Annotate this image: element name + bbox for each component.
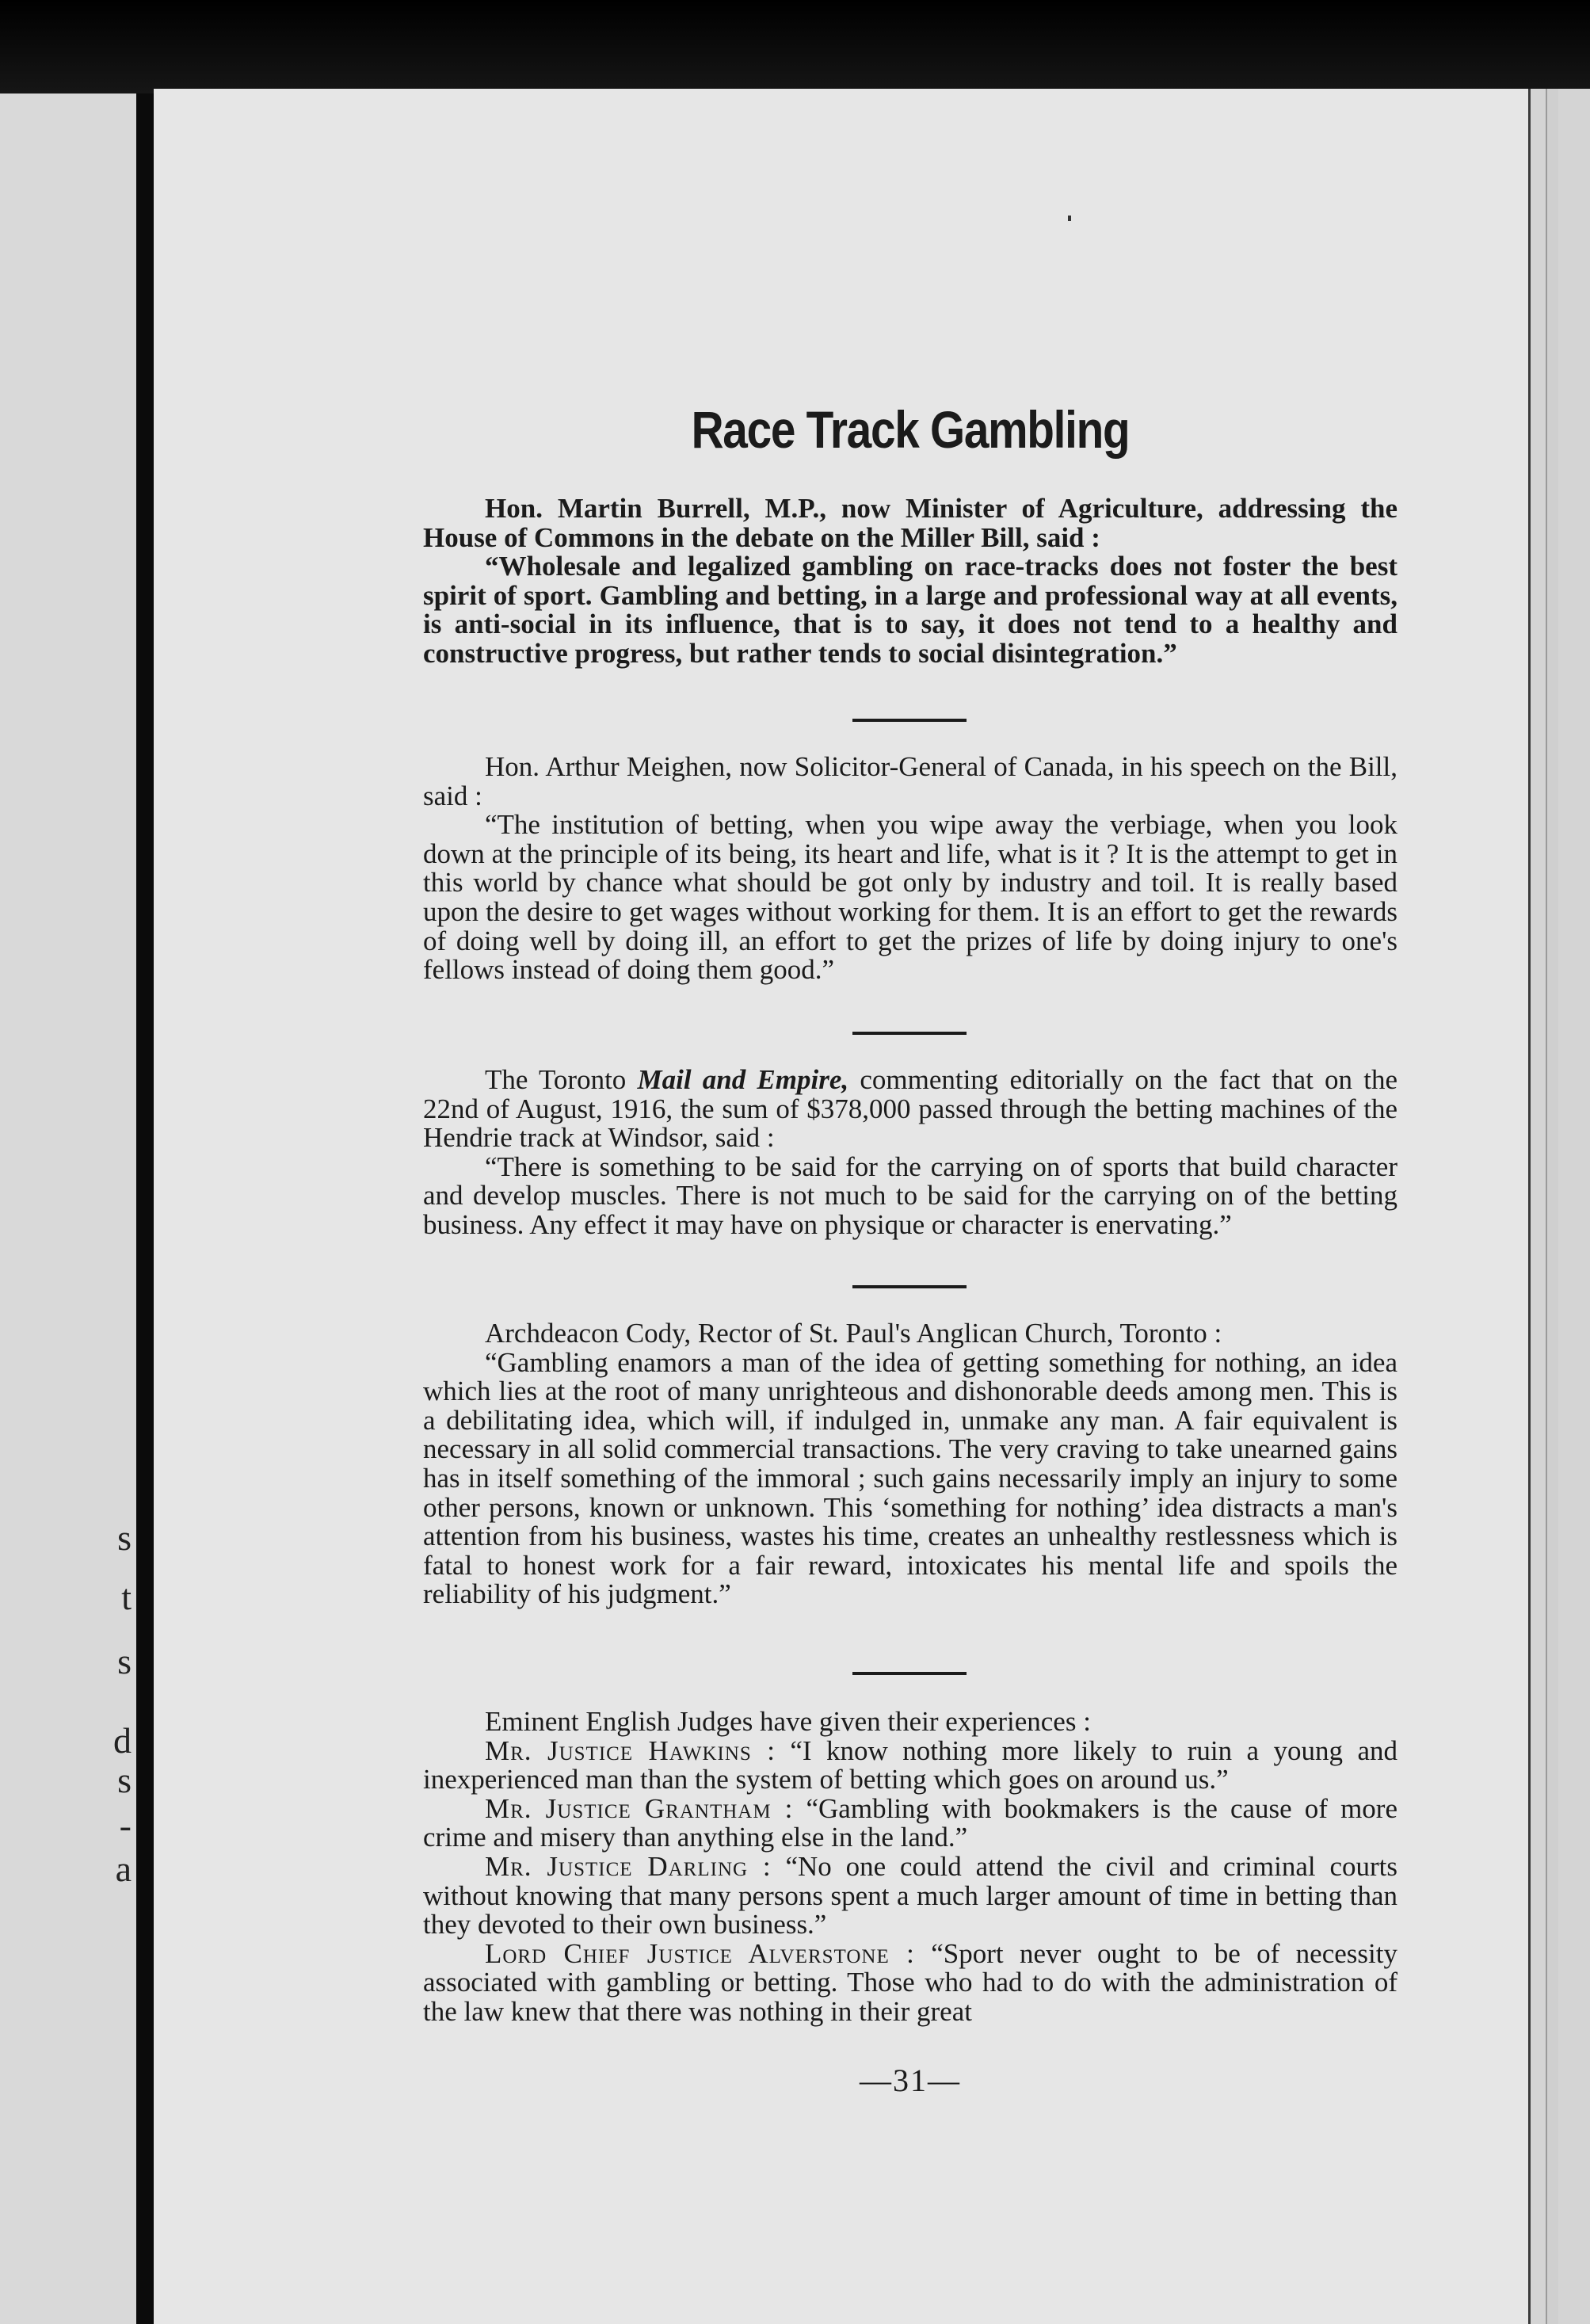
section-intro [423, 1066, 1397, 1153]
adjacent-page-fragment: t [121, 1577, 132, 1617]
section-divider [852, 1285, 967, 1288]
intro-text: The Toronto [485, 1064, 638, 1095]
judge-name: Mr. Justice Hawkins : [485, 1734, 776, 1766]
judge-quote: “Gambling with bookmakers is the cause of more crime and misery than anything else in the land.” [423, 1792, 1397, 1853]
judge-name: Lord Chief Justice Alverstone : [485, 1937, 915, 1969]
section-intro: Hon. Arthur Meighen, now Solicitor-General of Canada, in his speech on the Bill, said : [423, 751, 1397, 811]
adjacent-page-fragment: a [115, 1849, 132, 1889]
judge-entry [423, 1850, 1398, 1940]
judge-entry [423, 1937, 1397, 2027]
page-number: —31— [860, 2063, 961, 2098]
adjacent-page-fragment: s [117, 1760, 132, 1800]
page-edge-line [1528, 89, 1531, 2324]
section-intro: Hon. Martin Burrell, M.P., now Minister of Agriculture, addressing the House of Commons in the debate on the Miller Bill, said : [423, 493, 1397, 553]
section-cody [423, 1319, 1397, 1609]
section-meighen [423, 753, 1397, 985]
newspaper-title: Mail and Empire, [637, 1064, 849, 1095]
judge-name: Mr. Justice Darling : [485, 1850, 772, 1882]
document-page [154, 89, 1528, 2324]
judge-entry [423, 1734, 1397, 1795]
page-title: Race Track Gambling [691, 400, 1130, 459]
judge-quote: “I know nothing more likely to ruin a young and inexperienced man than the system of betting which goes on around us.” [423, 1734, 1397, 1795]
section-quote: “There is something to be said for the carrying on of sports that build character and develop muscles. There is not much to be said for the carrying on of the betting business. Any effect it may have on physique or character is enervating.” [423, 1151, 1397, 1240]
judge-entry [423, 1792, 1397, 1853]
section-quote: “Gambling enamors a man of the idea of getting something for nothing, an idea which lies at the root of many unrighteous and dishonorable deeds among men. This is a debilitating idea, which will, if indulged in, unmake any man. A fair equivalent is necessary in all solid commercial transactions. The very craving to take unearned gains has in itself something of the immoral ; such gains necessarily imply an injury to some other persons, known or unknown. This ‘something for nothing’ idea distracts a man's attention from his business, wastes his time, creates an unhealthy restlessness which is fatal to honest work for a fair reward, intoxicates his mental life and spoils the reliability of his judgment.” [423, 1346, 1397, 1610]
judges-intro: Eminent English Judges have given their experiences : [485, 1706, 1091, 1737]
book-spine-shadow [136, 93, 154, 2324]
section-intro: Archdeacon Cody, Rector of St. Paul's Anglican Church, Toronto : [485, 1318, 1222, 1349]
section-mail-and-empire [423, 1066, 1397, 1240]
section-divider [852, 1032, 967, 1035]
adjacent-page-fragment: - [119, 1805, 132, 1845]
judge-quote: “Sport never ought to be of necessity associated with gambling or betting. Those who had to do with the administration of the law knew that there was nothing in their great [423, 1937, 1397, 2027]
adjacent-page-fragment: d [113, 1720, 132, 1761]
adjacent-page-fragment: s [117, 1641, 132, 1681]
section-quote: “Wholesale and legalized gambling on race-tracks does not foster the best spirit of sport. Gambling and betting, in a large and professional way at all events, is anti-social in its influence, that is to say, it does not tend to a healthy and constructive progress, but rather tends to social disintegration.” [423, 551, 1397, 669]
section-quote: “The institution of betting, when you wipe away the verbiage, when you look down at the principle of its being, its heart and life, what is it ? It is the attempt to get in this world by chance what should be got only by industry and toil. It is really based upon the desire to get wages without working for them. It is an effort to get the rewards of doing well by doing ill, an effort to get the prizes of life by doing injury to one's fellows instead of doing them good.” [423, 809, 1397, 986]
judge-quote: “No one could attend the civil and criminal courts without knowing that many persons spent a much larger amount of time in betting than they devoted to their own business.” [423, 1850, 1398, 1940]
section-divider [852, 1672, 967, 1675]
section-burrell [423, 494, 1397, 669]
adjacent-page-edge [0, 93, 136, 2324]
intro-text: commenting editorially on the fact that on the 22nd of August, 1916, the sum of $378,000 passed through the betting machines of the Hendrie track at Windsor, said : [423, 1064, 1397, 1154]
adjacent-page-fragment: s [117, 1517, 132, 1558]
section-judges [423, 1708, 1397, 2027]
judge-name: Mr. Justice Grantham : [485, 1792, 794, 1824]
section-divider [852, 719, 967, 722]
scan-speck [1068, 216, 1071, 221]
page-edge-strip [1546, 89, 1558, 2324]
page-right-edge [1528, 89, 1590, 2324]
